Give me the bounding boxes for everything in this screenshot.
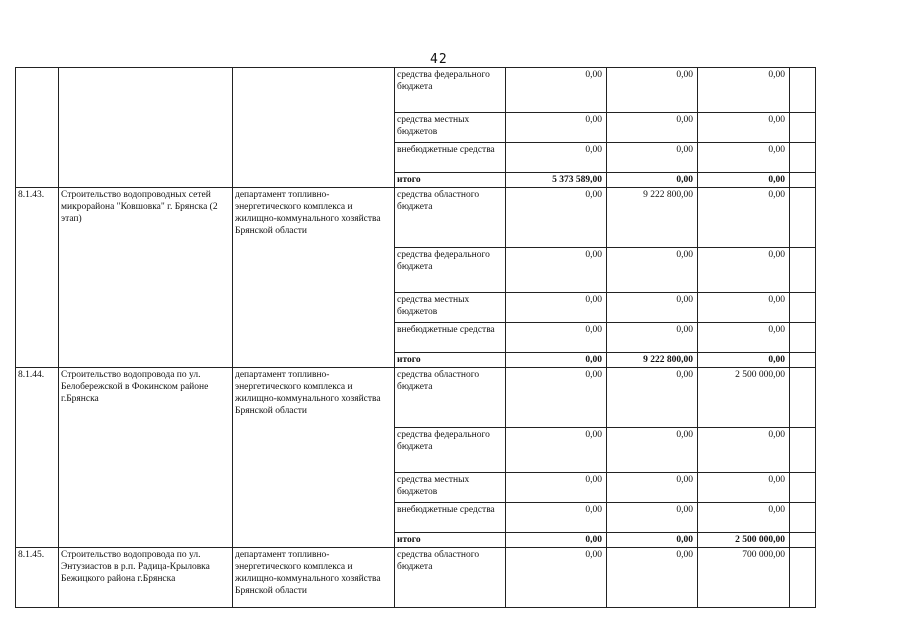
- empty-cell: [790, 428, 816, 473]
- empty-cell: [790, 353, 816, 368]
- empty-cell: [790, 248, 816, 293]
- item-executor: департамент топливно-энергетического комплекса и жилищно-коммунального хозяйства Брянской области: [233, 188, 395, 368]
- amount-col-1: 0,00: [506, 293, 607, 323]
- empty-cell: [790, 143, 816, 173]
- amount-col-1: 0,00: [506, 503, 607, 533]
- empty-cell: [790, 173, 816, 188]
- funding-source: средства местных бюджетов: [395, 293, 506, 323]
- amount-col-2: 0,00: [607, 113, 698, 143]
- amount-col-2: 0,00: [607, 143, 698, 173]
- amount-col-2: 0,00: [607, 68, 698, 113]
- amount-col-1: 0,00: [506, 248, 607, 293]
- funding-source: внебюджетные средства: [395, 323, 506, 353]
- page-number: 42: [430, 52, 448, 67]
- amount-col-1: 0,00: [506, 428, 607, 473]
- funding-source: средства областного бюджета: [395, 188, 506, 248]
- funding-source: итого: [395, 353, 506, 368]
- item-name: Строительство водопровода по ул. Энтузиастов в р.п. Радица-Крыловка Бежицкого района г.Брянска: [59, 548, 233, 608]
- amount-col-2: 0,00: [607, 533, 698, 548]
- table-row: [16, 548, 816, 608]
- amount-col-3: 700 000,00: [698, 548, 790, 608]
- amount-col-1: 0,00: [506, 368, 607, 428]
- amount-col-1: 0,00: [506, 353, 607, 368]
- amount-col-1: 0,00: [506, 533, 607, 548]
- item-number: 8.1.43.: [16, 188, 59, 368]
- funding-source: средства федерального бюджета: [395, 428, 506, 473]
- empty-cell: [790, 323, 816, 353]
- amount-col-2: 0,00: [607, 293, 698, 323]
- amount-col-3: 0,00: [698, 323, 790, 353]
- amount-col-1: 0,00: [506, 68, 607, 113]
- amount-col-2: 0,00: [607, 503, 698, 533]
- amount-col-1: 0,00: [506, 188, 607, 248]
- item-executor: департамент топливно-энергетического комплекса и жилищно-коммунального хозяйства Брянской области: [233, 368, 395, 548]
- amount-col-2: 0,00: [607, 248, 698, 293]
- amount-col-3: 0,00: [698, 248, 790, 293]
- table-row: [16, 368, 816, 428]
- item-executor: департамент топливно-энергетического комплекса и жилищно-коммунального хозяйства Брянской области: [233, 548, 395, 608]
- amount-col-1: 0,00: [506, 323, 607, 353]
- empty-cell: [790, 368, 816, 428]
- amount-col-2: 0,00: [607, 368, 698, 428]
- amount-col-3: 0,00: [698, 503, 790, 533]
- empty-cell: [790, 188, 816, 248]
- item-number: 8.1.45.: [16, 548, 59, 608]
- item-name: Строительство водопроводных сетей микрорайона "Ковшовка" г. Брянска (2 этап): [59, 188, 233, 368]
- table-body: [16, 68, 816, 608]
- empty-cell: [790, 548, 816, 608]
- funding-source: средства областного бюджета: [395, 548, 506, 608]
- funding-table: [15, 67, 816, 608]
- amount-col-2: 0,00: [607, 173, 698, 188]
- funding-source: средства федерального бюджета: [395, 68, 506, 113]
- amount-col-3: 0,00: [698, 68, 790, 113]
- amount-col-3: 0,00: [698, 293, 790, 323]
- amount-col-3: 0,00: [698, 428, 790, 473]
- amount-col-2: 0,00: [607, 473, 698, 503]
- amount-col-1: 0,00: [506, 473, 607, 503]
- amount-col-2: 9 222 800,00: [607, 188, 698, 248]
- empty-cell: [790, 473, 816, 503]
- funding-source: внебюджетные средства: [395, 143, 506, 173]
- amount-col-3: 2 500 000,00: [698, 368, 790, 428]
- empty-cell: [790, 533, 816, 548]
- item-number: 8.1.44.: [16, 368, 59, 548]
- empty-cell: [790, 68, 816, 113]
- amount-col-3: 0,00: [698, 173, 790, 188]
- funding-source: средства федерального бюджета: [395, 248, 506, 293]
- amount-col-3: 0,00: [698, 473, 790, 503]
- amount-col-3: 0,00: [698, 188, 790, 248]
- amount-col-2: 0,00: [607, 548, 698, 608]
- empty-cell: [790, 503, 816, 533]
- amount-col-3: 2 500 000,00: [698, 533, 790, 548]
- item-name: [59, 68, 233, 188]
- amount-col-1: 0,00: [506, 143, 607, 173]
- amount-col-1: 0,00: [506, 548, 607, 608]
- empty-cell: [790, 293, 816, 323]
- funding-source: средства местных бюджетов: [395, 113, 506, 143]
- amount-col-2: 9 222 800,00: [607, 353, 698, 368]
- item-executor: [233, 68, 395, 188]
- table-row: [16, 68, 816, 113]
- amount-col-3: 0,00: [698, 113, 790, 143]
- funding-source: итого: [395, 533, 506, 548]
- table-row: [16, 188, 816, 248]
- amount-col-2: 0,00: [607, 323, 698, 353]
- amount-col-1: 0,00: [506, 113, 607, 143]
- funding-source: средства областного бюджета: [395, 368, 506, 428]
- amount-col-2: 0,00: [607, 428, 698, 473]
- amount-col-3: 0,00: [698, 143, 790, 173]
- funding-source: итого: [395, 173, 506, 188]
- funding-source: внебюджетные средства: [395, 503, 506, 533]
- item-number: [16, 68, 59, 188]
- funding-source: средства местных бюджетов: [395, 473, 506, 503]
- amount-col-3: 0,00: [698, 353, 790, 368]
- amount-col-1: 5 373 589,00: [506, 173, 607, 188]
- empty-cell: [790, 113, 816, 143]
- item-name: Строительство водопровода по ул. Белобережской в Фокинском районе г.Брянска: [59, 368, 233, 548]
